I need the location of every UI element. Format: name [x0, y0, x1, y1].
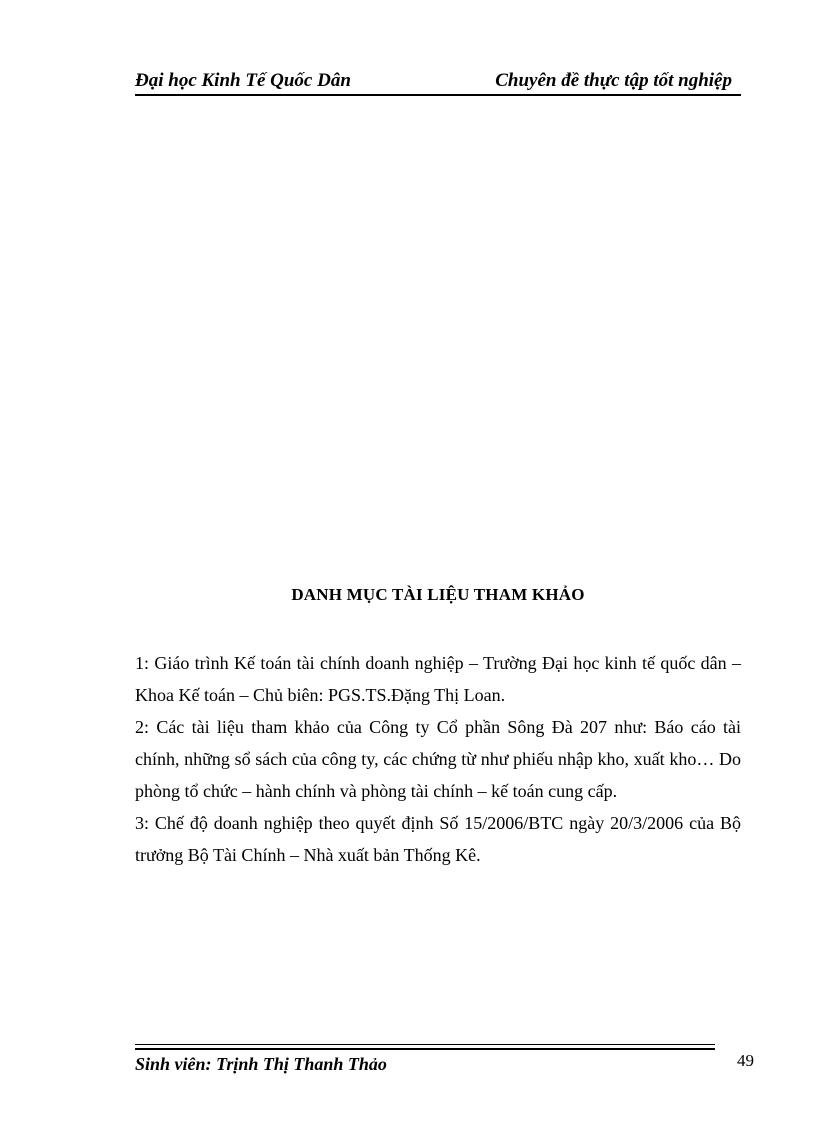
header-university: Đại học Kinh Tế Quốc Dân [135, 70, 351, 91]
footer-student: Sinh viên: Trịnh Thị Thanh Thảo [135, 1054, 387, 1074]
footer-divider [135, 1044, 715, 1045]
reference-item: 1: Giáo trình Kế toán tài chính doanh nghiệp – Trường Đại học kinh tế quốc dân – Khoa Kế toán – Chủ biên: PGS.TS.Đặng Thị Loan. [135, 653, 741, 705]
page-title: DANH MỤC TÀI LIỆU THAM KHẢO [291, 585, 585, 604]
header-report-title: Chuyên đề thực tập tốt nghiệp [495, 70, 732, 91]
reference-item: 3: Chế độ doanh nghiệp theo quyết định Số 15/2006/BTC ngày 20/3/2006 của Bộ trưởng Bộ Tài Chính – Nhà xuất bản Thống Kê. [135, 813, 741, 865]
page-number: 49 [737, 1051, 754, 1070]
reference-item: 2: Các tài liệu tham khảo của Công ty Cổ phần Sông Đà 207 như: Báo cáo tài chính, những sổ sách của công ty, các chứng từ như phiếu nhập kho, xuất kho… Do phòng tổ chức – hành chính và phòng tài chính – kế toán cung cấp. [135, 717, 741, 801]
footer-divider-thick [135, 1048, 715, 1050]
header-divider [135, 94, 741, 96]
reference-list [135, 647, 741, 871]
